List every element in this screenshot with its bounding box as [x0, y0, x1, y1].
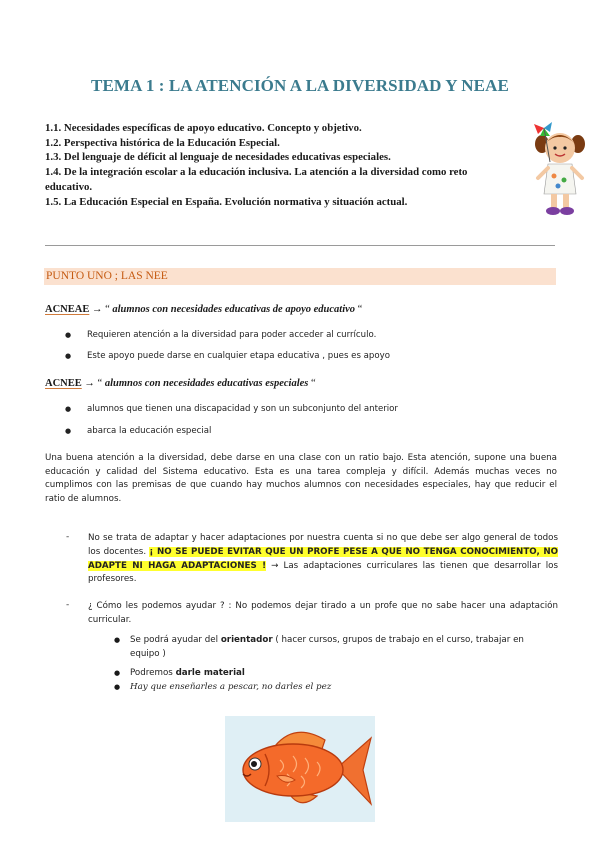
- girl-clipart-icon: [530, 118, 590, 218]
- sub-item-bold: orientador: [220, 635, 273, 645]
- arrow: → “: [81, 378, 103, 389]
- bullet-icon: ●: [65, 405, 72, 413]
- body-paragraph: Una buena atención a la diversidad, debe darse en una clase con un ratio bajo. Esta atención, supone una buena educación y calidad del Sistema educativo. Esta es una tarea compleja y difícil. Además muchas veces no cumplimos con las premisas de que cuando hay muchos alumnos con necesidades especiales, hay que reducir el ratio de alumnos.: [45, 453, 557, 504]
- table-of-contents: [45, 121, 563, 209]
- fish-clipart-icon: [225, 716, 375, 822]
- acneae-label: ACNEAE: [45, 304, 90, 315]
- toc-item: 1.4. De la integración escolar a la educación inclusiva. La atención a la diversidad como reto: [45, 166, 468, 179]
- sub-item-text: Podremos: [130, 668, 176, 678]
- quote: “: [357, 304, 363, 315]
- bullet-icon: ●: [65, 427, 72, 435]
- sub-item-bold: darle material: [175, 668, 245, 678]
- page-title: TEMA 1 : LA ATENCIÓN A LA DIVERSIDAD Y NEAE: [91, 76, 509, 95]
- toc-item: educativo.: [45, 180, 93, 193]
- sub-item: [130, 681, 530, 695]
- bullet-icon: ●: [114, 636, 121, 644]
- list-item: [65, 404, 398, 414]
- dash-item-text: → Las adaptaciones curriculares las tienen que desarrollar los profesores.: [88, 560, 558, 585]
- dash-item: [88, 532, 558, 587]
- list-item: [65, 426, 211, 436]
- sub-item-text: ( hacer cursos, grupos de trabajo en el curso, trabajar en equipo ): [130, 635, 524, 659]
- bullet-icon: ●: [65, 352, 72, 360]
- toc-item: 1.1. Necesidades específicas de apoyo educativo. Concepto y objetivo.: [45, 122, 362, 134]
- list-item-text: Este apoyo puede darse en cualquier etapa educativa , pues es apoyo: [87, 351, 390, 361]
- dash-item: ¿ Cómo les podemos ayudar ? : No podemos dejar tirado a un profe que no sabe hacer una adaptación curricular.: [88, 601, 558, 625]
- list-item-text: alumnos que tienen una discapacidad y son un subconjunto del anterior: [87, 404, 398, 414]
- list-item: [65, 330, 376, 340]
- acneae-definition: [45, 304, 362, 315]
- acneae-text: alumnos con necesidades educativas de apoyo educativo: [109, 304, 358, 315]
- bullet-icon: ●: [65, 331, 72, 339]
- highlighted-text: ¡ NO SE PUEDE EVITAR QUE UN PROFE PESE A QUE NO TENGA CONOCIMIENTO, NO ADAPTE NI HAGA ADAPTACIONES !: [88, 546, 558, 571]
- toc-item: 1.3. Del lenguaje de déficit al lenguaje de necesidades educativas especiales.: [45, 151, 391, 164]
- acnee-text: alumnos con necesidades educativas especiales: [102, 378, 311, 389]
- sub-item: [130, 634, 530, 661]
- acnee-definition: [45, 378, 316, 389]
- dash-marker: -: [66, 600, 70, 610]
- list-item: [65, 351, 390, 361]
- bullet-icon: ●: [114, 669, 121, 677]
- bullet-icon: ●: [114, 683, 121, 691]
- quote: “: [311, 378, 316, 389]
- dash-item-text: No se trata de adaptar y hacer adaptaciones por nuestra cuenta si no que debe ser algo general de todos los docentes.: [88, 533, 558, 557]
- toc-item: 1.5. La Educación Especial en España. Evolución normativa y situación actual.: [45, 195, 408, 208]
- toc-item: 1.2. Perspectiva histórica de la Educación Especial.: [45, 136, 280, 149]
- acnee-label: ACNEE: [45, 378, 82, 389]
- arrow: → “: [89, 304, 110, 315]
- dash-marker: -: [66, 532, 70, 542]
- section-header: PUNTO UNO ; LAS NEE: [44, 268, 556, 285]
- list-item-text: Requieren atención a la diversidad para poder acceder al currículo.: [87, 330, 377, 340]
- list-item-text: abarca la educación especial: [87, 426, 212, 436]
- sub-item: [130, 667, 530, 681]
- sub-item-italic: Hay que enseñarles a pescar, no darles el pez: [130, 682, 332, 692]
- sub-item-text: Se podrá ayudar del: [130, 635, 221, 645]
- divider-line: [45, 245, 555, 246]
